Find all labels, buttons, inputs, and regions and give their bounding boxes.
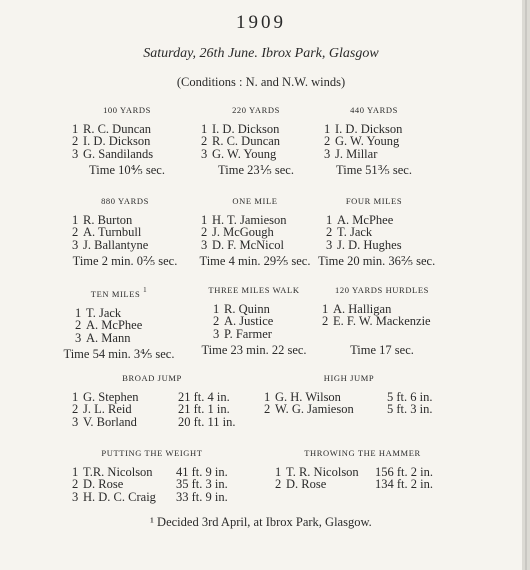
position: 3 bbox=[72, 237, 79, 252]
event-ten-miles bbox=[58, 284, 180, 361]
athlete-name: A. Turnbull bbox=[83, 225, 142, 239]
performance: 156 ft. 2 in. bbox=[375, 464, 433, 479]
result-row bbox=[275, 478, 455, 491]
event-time: Time 4 min. 29⅖ sec. bbox=[199, 254, 311, 268]
athlete-name: R. Burton bbox=[83, 212, 133, 227]
result-row bbox=[201, 148, 311, 161]
event-time: Time 20 min. 36⅖ sec. bbox=[318, 254, 436, 268]
athlete-name: H. T. Jamieson bbox=[212, 212, 287, 227]
athlete-name: T. R. Nicolson bbox=[286, 464, 359, 479]
position: 1 bbox=[275, 464, 282, 479]
performance: 5 ft. 3 in. bbox=[387, 402, 433, 416]
performance: 134 ft. 2 in. bbox=[375, 477, 433, 491]
year-heading: 1909 bbox=[236, 12, 286, 33]
position: 3 bbox=[72, 414, 79, 429]
position: 2 bbox=[322, 314, 329, 328]
position: 2 bbox=[72, 402, 79, 416]
event-high-jump bbox=[264, 372, 444, 422]
athlete-name: J. D. Hughes bbox=[337, 237, 402, 252]
position: 1 bbox=[213, 301, 220, 316]
meeting-venue: Saturday, 26th June. Ibrox Park, Glasgow bbox=[143, 46, 379, 61]
performance: 41 ft. 9 in. bbox=[176, 464, 228, 479]
event-three-miles-walk bbox=[190, 284, 318, 357]
event-880-yards bbox=[60, 195, 190, 268]
event-putting-the-weight bbox=[72, 447, 262, 502]
result-row bbox=[72, 491, 262, 504]
athlete-name: A. Justice bbox=[224, 314, 274, 328]
position: 2 bbox=[326, 225, 333, 239]
result-row bbox=[324, 148, 424, 161]
event-title: 880 YARDS bbox=[101, 196, 149, 206]
event-title: 440 YARDS bbox=[350, 105, 398, 115]
position: 3 bbox=[201, 237, 208, 252]
position: 2 bbox=[201, 134, 208, 148]
position: 1 bbox=[322, 301, 329, 316]
result-row bbox=[326, 226, 430, 239]
position: 2 bbox=[201, 225, 208, 239]
athlete-name: G. Stephen bbox=[83, 389, 139, 404]
athlete-name: V. Borland bbox=[83, 414, 137, 429]
position: 1 bbox=[324, 121, 331, 136]
athlete-name: T. Jack bbox=[337, 225, 373, 239]
athlete-name: E. F. W. Mackenzie bbox=[333, 314, 431, 328]
athlete-name: W. G. Jamieson bbox=[275, 402, 354, 416]
position: 2 bbox=[324, 134, 331, 148]
event-time: Time 51⅗ sec. bbox=[336, 163, 412, 177]
athlete-name: A. Halligan bbox=[333, 301, 392, 316]
result-row bbox=[213, 315, 318, 328]
result-row bbox=[72, 416, 252, 429]
result-row bbox=[72, 148, 182, 161]
athlete-name: A. McPhee bbox=[337, 212, 394, 227]
result-row bbox=[75, 332, 180, 345]
athlete-name: T. Jack bbox=[86, 305, 122, 320]
conditions-note: (Conditions : N. and N.W. winds) bbox=[176, 75, 346, 89]
athlete-name: G. W. Young bbox=[212, 146, 277, 161]
position: 1 bbox=[75, 305, 82, 320]
athlete-name: R. C. Duncan bbox=[212, 134, 281, 148]
athlete-name: T.R. Nicolson bbox=[83, 464, 153, 479]
event-time: Time 23⅕ sec. bbox=[218, 163, 294, 177]
event-four-miles bbox=[318, 195, 436, 268]
result-row bbox=[201, 135, 311, 148]
performance: 33 ft. 9 in. bbox=[176, 489, 228, 504]
result-row bbox=[72, 226, 190, 239]
athlete-name: I. D. Dickson bbox=[212, 121, 280, 136]
event-220-yards bbox=[201, 104, 311, 177]
position: 2 bbox=[264, 402, 271, 416]
event-time: Time 2 min. 0⅖ sec. bbox=[72, 254, 178, 268]
position: 2 bbox=[213, 314, 220, 328]
event-title: 100 YARDS bbox=[103, 105, 151, 115]
athlete-name: R. C. Duncan bbox=[83, 121, 152, 136]
performance: 35 ft. 3 in. bbox=[176, 477, 228, 491]
footnote-marker: 1 bbox=[143, 286, 148, 294]
athlete-name: A. Mann bbox=[86, 330, 131, 345]
athlete-name: J. Millar bbox=[335, 146, 378, 161]
athlete-name: D. Rose bbox=[286, 477, 327, 491]
athlete-name: G. W. Young bbox=[335, 134, 400, 148]
performance: 5 ft. 6 in. bbox=[387, 389, 433, 404]
position: 2 bbox=[72, 477, 79, 491]
position: 3 bbox=[201, 146, 208, 161]
position: 1 bbox=[72, 212, 79, 227]
performance: 20 ft. 11 in. bbox=[178, 414, 236, 429]
event-one-mile bbox=[195, 195, 315, 268]
event-broad-jump bbox=[72, 372, 252, 432]
athlete-name: J. Ballantyne bbox=[83, 237, 149, 252]
event-title: THROWING THE HAMMER bbox=[304, 448, 421, 458]
result-row bbox=[72, 403, 252, 416]
athlete-name: G. H. Wilson bbox=[275, 389, 341, 404]
result-row bbox=[201, 239, 315, 252]
event-time: Time 54 min. 3⅘ sec. bbox=[63, 347, 175, 361]
position: 1 bbox=[201, 212, 208, 227]
athlete-name: H. D. C. Craig bbox=[83, 489, 156, 504]
position: 1 bbox=[72, 389, 79, 404]
athlete-name: D. Rose bbox=[83, 477, 124, 491]
position: 3 bbox=[324, 146, 331, 161]
athlete-name: P. Farmer bbox=[224, 326, 272, 341]
event-throwing-the-hammer bbox=[275, 447, 455, 492]
position: 3 bbox=[326, 237, 333, 252]
result-row bbox=[213, 328, 318, 341]
event-title: HIGH JUMP bbox=[323, 373, 375, 383]
performance: 21 ft. 1 in. bbox=[178, 402, 230, 416]
position: 1 bbox=[72, 121, 79, 136]
athlete-name: A. McPhee bbox=[86, 318, 143, 332]
athlete-name: D. F. McNicol bbox=[212, 237, 284, 252]
event-title: BROAD JUMP bbox=[122, 373, 182, 383]
event-title: ONE MILE bbox=[232, 196, 278, 206]
position: 2 bbox=[72, 134, 79, 148]
result-row bbox=[326, 239, 430, 252]
event-120-yards-hurdles bbox=[318, 284, 446, 356]
event-440-yards bbox=[324, 104, 424, 177]
athlete-name: I. D. Dickson bbox=[335, 121, 403, 136]
position: 1 bbox=[264, 389, 271, 404]
result-row bbox=[264, 403, 444, 416]
event-time: Time 10⅘ sec. bbox=[89, 163, 165, 177]
result-row bbox=[72, 135, 182, 148]
result-row bbox=[324, 135, 424, 148]
athlete-name: J. McGough bbox=[212, 225, 274, 239]
event-title: PUTTING THE WEIGHT bbox=[101, 448, 203, 458]
position: 2 bbox=[275, 477, 282, 491]
position: 1 bbox=[72, 464, 79, 479]
result-row bbox=[201, 226, 315, 239]
result-row bbox=[72, 478, 262, 491]
event-title-text: TEN MILES bbox=[90, 289, 141, 299]
result-row bbox=[322, 315, 446, 328]
athlete-name: G. Sandilands bbox=[83, 146, 154, 161]
footnote: ¹ Decided 3rd April, at Ibrox Park, Glasgow. bbox=[150, 515, 372, 529]
position: 3 bbox=[75, 330, 82, 345]
event-title: 120 YARDS HURDLES bbox=[335, 285, 429, 295]
athlete-name: I. D. Dickson bbox=[83, 134, 151, 148]
position: 3 bbox=[213, 326, 220, 341]
position: 1 bbox=[326, 212, 333, 227]
event-title bbox=[58, 284, 180, 301]
position: 3 bbox=[72, 146, 79, 161]
event-title: THREE MILES WALK bbox=[208, 285, 300, 295]
performance: 21 ft. 4 in. bbox=[178, 389, 230, 404]
page-edge-shadow bbox=[525, 0, 527, 570]
athlete-name: J. L. Reid bbox=[83, 402, 132, 416]
event-title: FOUR MILES bbox=[345, 196, 403, 206]
position: 3 bbox=[72, 489, 79, 504]
position: 1 bbox=[201, 121, 208, 136]
position: 2 bbox=[75, 318, 82, 332]
event-time: Time 17 sec. bbox=[350, 342, 414, 357]
event-time: Time 23 min. 22 sec. bbox=[201, 343, 307, 357]
position: 2 bbox=[72, 225, 79, 239]
event-100-yards bbox=[72, 104, 182, 177]
athlete-name: R. Quinn bbox=[224, 301, 270, 316]
event-title: 220 YARDS bbox=[232, 105, 280, 115]
result-row bbox=[75, 319, 180, 332]
result-row bbox=[72, 239, 190, 252]
